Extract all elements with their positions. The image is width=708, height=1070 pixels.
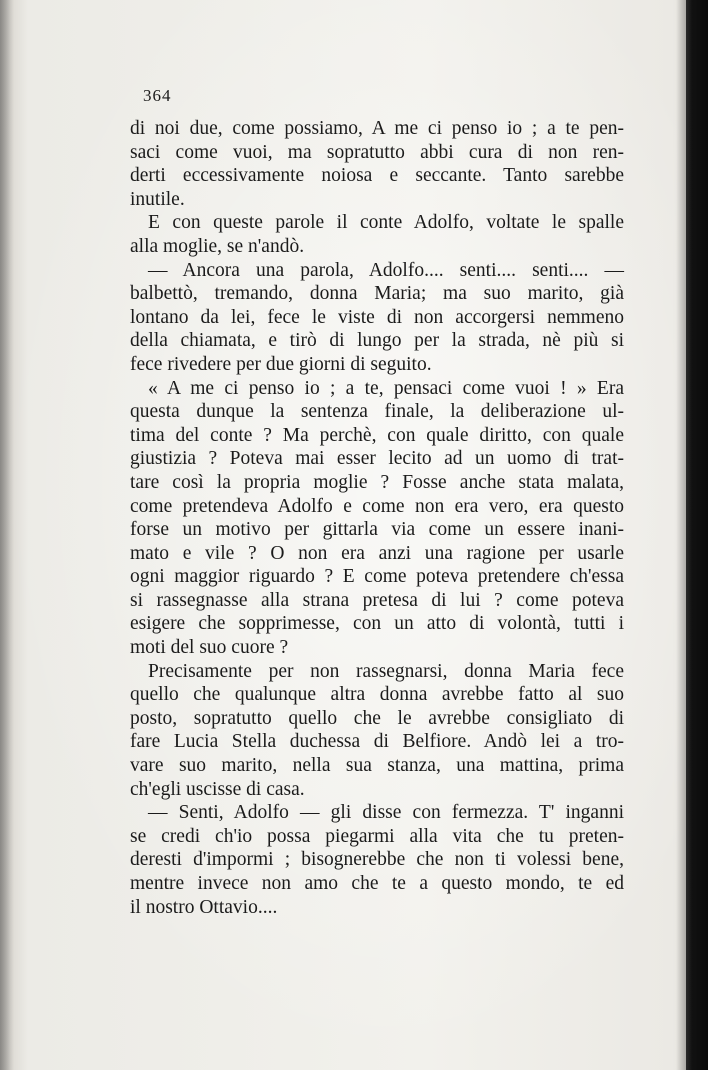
text-line: tare così la propria moglie ? Fosse anche stata malata, — [130, 471, 624, 493]
text-line: derti eccessivamente noiosa e seccante. Tanto sarebbe — [130, 165, 624, 187]
page-number: 364 — [143, 86, 172, 105]
text-line: come pretendeva Adolfo e come non era vero, era questo — [130, 495, 624, 517]
text-line: ogni maggior riguardo ? E come poteva pretendere ch'essa — [130, 566, 624, 588]
text-line: se credi ch'io possa piegarmi alla vita che tu preten- — [130, 825, 624, 847]
spine-shadow — [676, 0, 686, 1070]
body-text — [130, 117, 624, 919]
text-line: inutile. — [130, 188, 185, 210]
text-line: — Senti, Adolfo — gli disse con fermezza. T' inganni — [148, 802, 624, 824]
text-line: ch'egli uscisse di casa. — [130, 778, 305, 800]
text-line: forse un motivo per gittarla via come un essere inani- — [130, 519, 624, 541]
text-line: E con queste parole il conte Adolfo, voltate le spalle — [148, 212, 624, 234]
text-line: quello che qualunque altra donna avrebbe fatto al suo — [130, 684, 624, 706]
text-line: mato e vile ? O non era anzi una ragione per usarle — [130, 542, 624, 564]
text-line: deresti d'impormi ; bisognerebbe che non ti volessi bene, — [130, 849, 624, 871]
text-line: questa dunque la sentenza finale, la deliberazione ul- — [130, 401, 624, 423]
text-line: fece rivedere per due giorni di seguito. — [130, 353, 432, 375]
text-line: esigere che sopprimesse, con un atto di volontà, tutti i — [130, 613, 624, 635]
book-spine — [686, 0, 708, 1070]
text-line: alla moglie, se n'andò. — [130, 235, 305, 257]
text-line: posto, sopratutto quello che le avrebbe consigliato di — [130, 707, 624, 729]
text-line: giustizia ? Poteva mai esser lecito ad un uomo di trat- — [130, 448, 624, 470]
text-line: vare suo marito, nella sua stanza, una mattina, prima — [130, 755, 624, 777]
text-line: di noi due, come possiamo, A me ci penso io ; a te pen- — [130, 118, 624, 139]
text-line: lontano da lei, fece le viste di non accorgersi nemmeno — [130, 306, 624, 328]
text-line: della chiamata, e tirò di lungo per la strada, nè più si — [130, 330, 624, 352]
text-line: fare Lucia Stella duchessa di Belfiore. Andò lei a tro- — [130, 731, 624, 753]
text-line: « A me ci penso io ; a te, pensaci come vuoi ! » Era — [148, 377, 624, 399]
text-line: mentre invece non amo che te a questo mondo, te ed — [130, 873, 624, 894]
text-line: — Ancora una parola, Adolfo.... senti.... senti.... — — [148, 259, 624, 281]
text-line: saci come vuoi, ma sopratutto abbi cura di non ren- — [130, 141, 624, 163]
text-line: il nostro Ottavio.... — [130, 896, 278, 918]
page-left-shadow — [0, 0, 14, 1070]
text-line: moti del suo cuore ? — [130, 637, 289, 659]
text-line: balbettò, tremando, donna Maria; ma suo marito, già — [130, 283, 624, 305]
text-line: Precisamente per non rassegnarsi, donna Maria fece — [148, 660, 624, 682]
text-line: si rassegnasse alla strana pretesa di lui ? come poteva — [130, 589, 624, 611]
text-line: tima del conte ? Ma perchè, con quale diritto, con quale — [130, 424, 624, 446]
